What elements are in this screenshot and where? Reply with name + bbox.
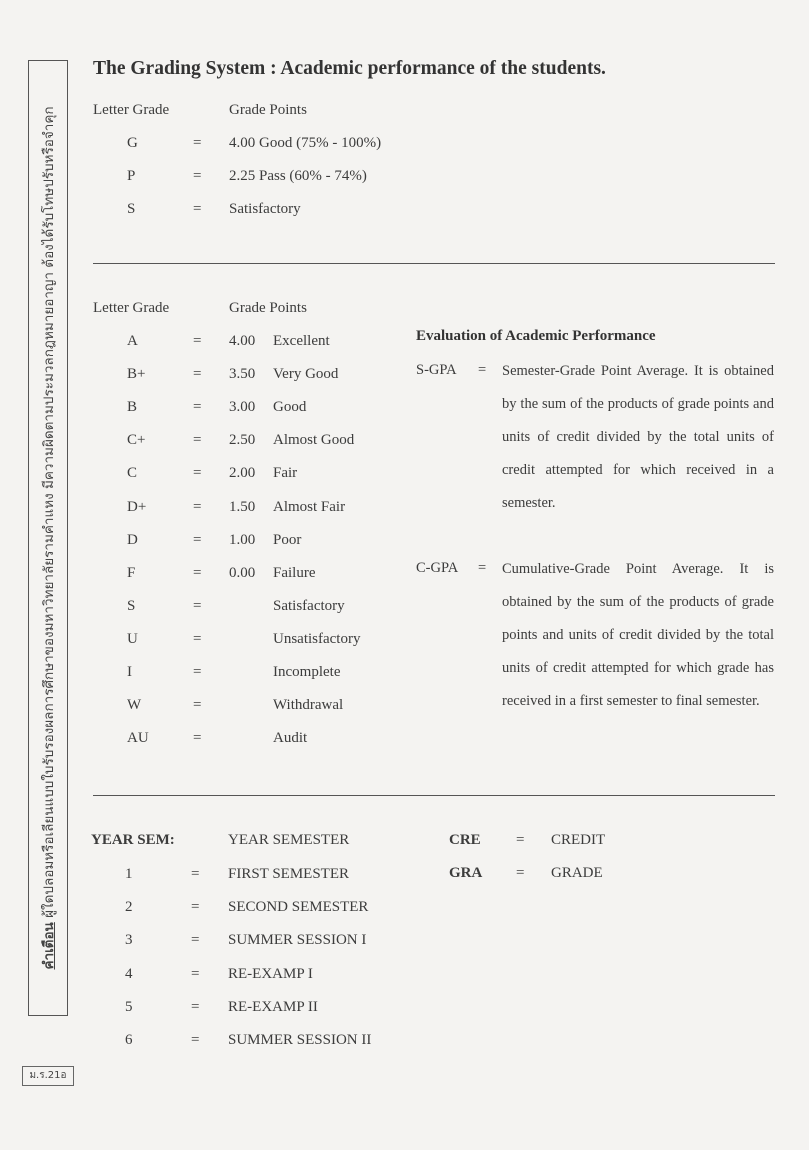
grade-description: Almost Fair (273, 498, 346, 515)
grade-description: Fair (273, 465, 298, 482)
equals-sign: = (193, 333, 202, 349)
letter-grade-header: Letter Grade (93, 300, 170, 316)
equals-sign: = (191, 866, 200, 882)
form-code: ม.ร.21อ (22, 1066, 74, 1086)
grade-letter: D+ (127, 498, 147, 515)
semester-description: SECOND SEMESTER (228, 899, 369, 916)
page-title: The Grading System : Academic performance of the students. (93, 58, 606, 79)
warning-label: คำเตือน (41, 922, 57, 970)
abbreviation-meaning: GRADE (551, 865, 603, 881)
grade-points: 3.50 (229, 366, 256, 383)
semester-code: 5 (125, 998, 133, 1015)
equals-sign: = (191, 899, 200, 916)
equals-sign: = (193, 135, 202, 151)
grade-description: Satisfactory (229, 201, 301, 217)
grade-points: 1.50 (229, 498, 256, 515)
grade-letter: I (127, 664, 132, 680)
equals-sign: = (193, 399, 202, 416)
grade-points-header: Grade Points (229, 102, 307, 118)
equals-sign: = (516, 865, 525, 881)
grade-points: 2.00 (229, 465, 256, 482)
grade-letter: F (127, 564, 136, 581)
divider-2 (93, 795, 775, 796)
grade-description: Withdrawal (273, 697, 344, 714)
cgpa-term: C-GPA (416, 560, 459, 576)
grade-description: Good (273, 399, 307, 416)
semester-code: 4 (125, 965, 133, 982)
cgpa-definition (502, 553, 774, 718)
sgpa-definition-text: Semester-Grade Point Average. It is obtained by the sum of the products of grade points and units of credit divided by the total units of credit attempted for which received in a semester. (502, 363, 774, 511)
semester-code: 2 (125, 899, 133, 916)
year-sem-value: YEAR SEMESTER (228, 832, 350, 848)
grade-letter: B (127, 399, 138, 416)
grade-letter: A (127, 333, 138, 349)
grade-letter: AU (127, 730, 149, 747)
evaluation-heading: Evaluation of Academic Performance (416, 328, 656, 344)
grade-points-header: Grade Points (229, 300, 307, 316)
grade-points: 1.00 (229, 531, 256, 548)
grade-letter: S (127, 201, 136, 217)
grade-letter: S (127, 597, 136, 614)
semester-description: SUMMER SESSION II (228, 1032, 372, 1048)
grade-letter: C+ (127, 432, 146, 449)
grade-description: Excellent (273, 333, 330, 349)
semester-description: RE-EXAMP II (228, 998, 318, 1015)
grade-description: Poor (273, 531, 302, 548)
equals-sign: = (193, 597, 202, 614)
grade-letter: C (127, 465, 138, 482)
abbreviation-meaning: CREDIT (551, 832, 606, 848)
abbreviation: CRE (449, 832, 481, 848)
equals-sign: = (191, 965, 200, 982)
grade-letter: W (127, 697, 142, 714)
grade-letter: D (127, 531, 138, 548)
equals-sign: = (193, 465, 202, 482)
warning-body: ผู้ใดปลอมหรือเลียนแบบใบรับรองผลการศึกษาของมหาวิทยาลัยรามคำแหง มีความผิดตามประมวลกฎหมายอาญา ต้องได้รับโทษปรับหรือจำคุก (41, 106, 57, 918)
equals-sign: = (193, 201, 202, 217)
equals-sign: = (193, 730, 202, 747)
equals-sign: = (516, 832, 525, 848)
grade-description: Almost Good (273, 432, 355, 449)
sgpa-eq: = (478, 362, 487, 378)
semester-code: 1 (125, 866, 133, 882)
year-sem-label: YEAR SEM: (91, 832, 175, 848)
semester-code: 6 (125, 1032, 133, 1048)
equals-sign: = (193, 531, 202, 548)
grade-description: 2.25 Pass (60% - 74%) (229, 168, 367, 184)
equals-sign: = (193, 366, 202, 383)
sgpa-definition (502, 355, 774, 520)
cgpa-definition-text: Cumulative-Grade Point Average. It is obtained by the sum of the products of grade points and units of credit divided by the total units of credit attempted for which grade has received in a first semester to final semester. (502, 561, 774, 709)
semester-description: SUMMER SESSION I (228, 932, 367, 949)
equals-sign: = (193, 664, 202, 680)
grade-letter: P (127, 168, 136, 184)
equals-sign: = (193, 630, 202, 647)
grade-points: 4.00 (229, 333, 256, 349)
grade-description: 4.00 Good (75% - 100%) (229, 135, 382, 151)
equals-sign: = (191, 1032, 200, 1048)
semester-description: FIRST SEMESTER (228, 866, 350, 882)
equals-sign: = (193, 564, 202, 581)
warning-text (37, 106, 59, 969)
equals-sign: = (193, 432, 202, 449)
grade-points: 0.00 (229, 564, 256, 581)
grade-description: Failure (273, 564, 316, 581)
semester-description: RE-EXAMP I (228, 965, 313, 982)
divider-1 (93, 263, 775, 264)
grade-description: Audit (273, 730, 308, 747)
abbreviation: GRA (449, 865, 483, 881)
grade-letter: G (127, 135, 138, 151)
grade-letter: U (127, 630, 138, 647)
grade-description: Unsatisfactory (273, 630, 361, 647)
grade-description: Incomplete (273, 664, 341, 680)
equals-sign: = (193, 498, 202, 515)
grade-description: Satisfactory (273, 597, 345, 614)
sgpa-term: S-GPA (416, 362, 457, 378)
grade-points: 2.50 (229, 432, 256, 449)
equals-sign: = (191, 932, 200, 949)
equals-sign: = (191, 998, 200, 1015)
grade-points: 3.00 (229, 399, 256, 416)
letter-grade-header: Letter Grade (93, 102, 170, 118)
grade-letter: B+ (127, 366, 146, 383)
equals-sign: = (193, 168, 202, 184)
cgpa-eq: = (478, 560, 487, 576)
equals-sign: = (193, 697, 202, 714)
grade-description: Very Good (273, 366, 339, 383)
semester-code: 3 (125, 932, 133, 949)
